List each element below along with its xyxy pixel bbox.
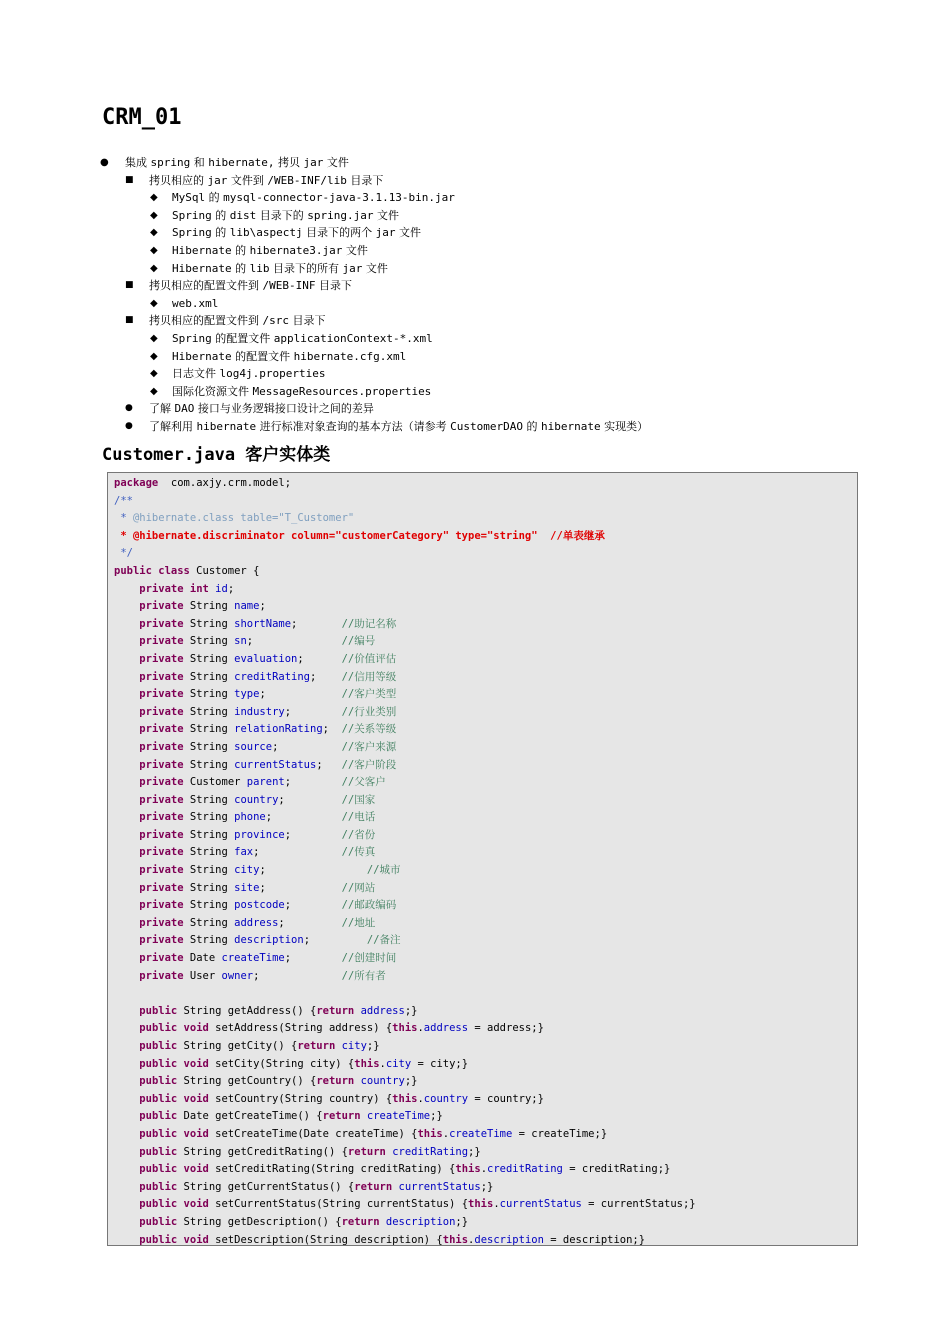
code-line: private String evaluation; //价值评估 — [139, 652, 397, 665]
bullet-marker-icon: ◆ — [150, 209, 158, 221]
list-item — [100, 172, 860, 190]
code-line: private String type; //客户类型 — [139, 688, 397, 701]
bullet-marker-icon: ● — [125, 403, 133, 414]
bullet-marker-icon: ◆ — [150, 350, 158, 362]
list-item-text: 国际化资源文件 MessageResources.properties — [172, 384, 432, 398]
code-line: */ — [114, 547, 133, 560]
code-line: public void setCity(String city) {this.city = city;} — [139, 1057, 469, 1070]
code-line: /** — [114, 494, 133, 507]
list-item — [100, 295, 860, 313]
list-item-text: 拷贝相应的配置文件到 /src 目录下 — [149, 314, 326, 328]
code-line: package com.axjy.crm.model; — [114, 477, 292, 489]
list-item — [100, 330, 860, 348]
list-item — [100, 242, 860, 260]
code-line: public String getDescription() {return description;} — [139, 1215, 469, 1228]
code-line: private String province; //省份 — [139, 828, 376, 841]
bullet-marker-icon: ■ — [125, 280, 134, 291]
code-line: private String description; //备注 — [139, 934, 401, 947]
code-line: public String getCountry() {return country;} — [139, 1075, 418, 1088]
code-line: private String shortName; //助记名称 — [139, 617, 397, 630]
code-line: public void setCreditRating(String creditRating) {this.creditRating = creditRating;} — [139, 1163, 671, 1176]
list-item-text: 了解 DAO 接口与业务逻辑接口设计之间的差异 — [149, 402, 374, 416]
bullet-marker-icon: ■ — [125, 315, 134, 326]
list-item-text: Hibernate 的配置文件 hibernate.cfg.xml — [172, 349, 407, 363]
code-line: private String fax; //传真 — [139, 846, 376, 859]
list-item-text: 了解利用 hibernate 进行标准对象查询的基本方法（请参考 CustomerDAO 的 hibernate 实现类） — [149, 419, 649, 433]
code-line: private String industry; //行业类别 — [139, 705, 397, 718]
list-item-text: 集成 spring 和 hibernate, 拷贝 jar 文件 — [125, 156, 349, 169]
bullet-marker-icon: ◆ — [150, 244, 158, 256]
section-title: Customer.java 客户实体类 — [102, 445, 331, 465]
list-item — [100, 207, 860, 225]
list-item — [100, 348, 860, 366]
list-item — [100, 418, 860, 436]
code-line: public void setCreateTime(Date createTime) {this.createTime = createTime;} — [139, 1127, 608, 1140]
code-line: private int id; — [139, 582, 235, 595]
code-line: private String currentStatus; //客户阶段 — [139, 758, 397, 771]
code-line: private String address; //地址 — [139, 916, 376, 929]
list-item — [100, 277, 860, 295]
code-line: public void setAddress(String address) {this.address = address;} — [139, 1022, 544, 1035]
code-line: public void setCurrentStatus(String currentStatus) {this.currentStatus = currentStatus;} — [139, 1198, 696, 1211]
list-item — [100, 312, 860, 330]
list-item-text: Hibernate 的 lib 目录下的所有 jar 文件 — [172, 261, 388, 275]
bullet-marker-icon: ◆ — [150, 192, 158, 204]
code-line: private String relationRating; //关系等级 — [139, 723, 397, 736]
code-line: private Customer parent; //父客户 — [139, 776, 386, 789]
bullet-marker-icon: ■ — [125, 174, 134, 185]
list-item — [100, 383, 860, 401]
list-item-text: web.xml — [172, 296, 219, 310]
code-line: public class Customer { — [114, 564, 260, 577]
list-item-text: 拷贝相应的 jar 文件到 /WEB-INF/lib 目录下 — [149, 173, 384, 187]
code-line: private String sn; //编号 — [139, 635, 376, 648]
list-item-text: Spring 的配置文件 applicationContext-*.xml — [172, 331, 433, 345]
code-line: public String getCity() {return city;} — [139, 1040, 380, 1052]
bullet-marker-icon: ◆ — [150, 262, 158, 274]
code-line: private String city; //城市 — [139, 864, 401, 877]
list-item-text: Hibernate 的 hibernate3.jar 文件 — [172, 243, 368, 257]
list-item — [100, 365, 860, 383]
bullet-marker-icon: ◆ — [150, 297, 158, 309]
code-line: * @hibernate.discriminator column="customerCategory" type="string" //单表继承 — [114, 529, 605, 542]
list-item-text: Spring 的 dist 目录下的 spring.jar 文件 — [172, 208, 399, 222]
code-content — [114, 475, 696, 1246]
bullet-marker-icon: ◆ — [150, 368, 158, 380]
list-item — [100, 224, 860, 242]
code-line: private Date createTime; //创建时间 — [139, 952, 397, 965]
bullet-marker-icon: ◆ — [150, 227, 158, 239]
list-item-text: Spring 的 lib\aspectj 目录下的两个 jar 文件 — [172, 226, 421, 240]
code-line: public String getCurrentStatus() {return currentStatus;} — [139, 1180, 494, 1193]
code-line: private User owner; //所有者 — [139, 969, 386, 982]
list-item-text: 日志文件 log4j.properties — [172, 367, 326, 381]
code-line: public String getAddress() {return address;} — [139, 1004, 418, 1017]
bullet-marker-icon: ◆ — [150, 332, 158, 344]
bullet-list — [100, 154, 860, 436]
code-line: public void setCountry(String country) {this.country = country;} — [139, 1092, 544, 1105]
list-item — [100, 400, 860, 418]
page-title: CRM_01 — [102, 105, 182, 130]
code-line: private String country; //国家 — [139, 793, 376, 806]
code-line: public Date getCreateTime() {return createTime;} — [139, 1110, 443, 1123]
code-line: * @hibernate.class table="T_Customer" — [114, 512, 355, 525]
bullet-marker-icon: ● — [125, 420, 133, 431]
list-item — [100, 260, 860, 278]
code-line: private String site; //网站 — [139, 881, 376, 894]
bullet-marker-icon: ◆ — [150, 385, 158, 397]
code-line: public void setDescription(String description) {this.description = description;} — [139, 1233, 646, 1246]
code-line: private String creditRating; //信用等级 — [139, 670, 397, 683]
code-block — [107, 472, 858, 1246]
bullet-marker-icon: ● — [100, 157, 109, 168]
list-item — [100, 154, 860, 172]
code-line: private String source; //客户来源 — [139, 740, 397, 753]
code-line — [114, 985, 696, 1003]
list-item-text: MySql 的 mysql-connector-java-3.1.13-bin.jar — [172, 191, 455, 205]
code-line: public String getCreditRating() {return creditRating;} — [139, 1145, 481, 1158]
code-line: private String postcode; //邮政编码 — [139, 899, 397, 912]
list-item-text: 拷贝相应的配置文件到 /WEB-INF 目录下 — [149, 279, 352, 293]
list-item — [100, 189, 860, 207]
code-line: private String name; — [139, 600, 266, 613]
code-line: private String phone; //电话 — [139, 811, 376, 824]
